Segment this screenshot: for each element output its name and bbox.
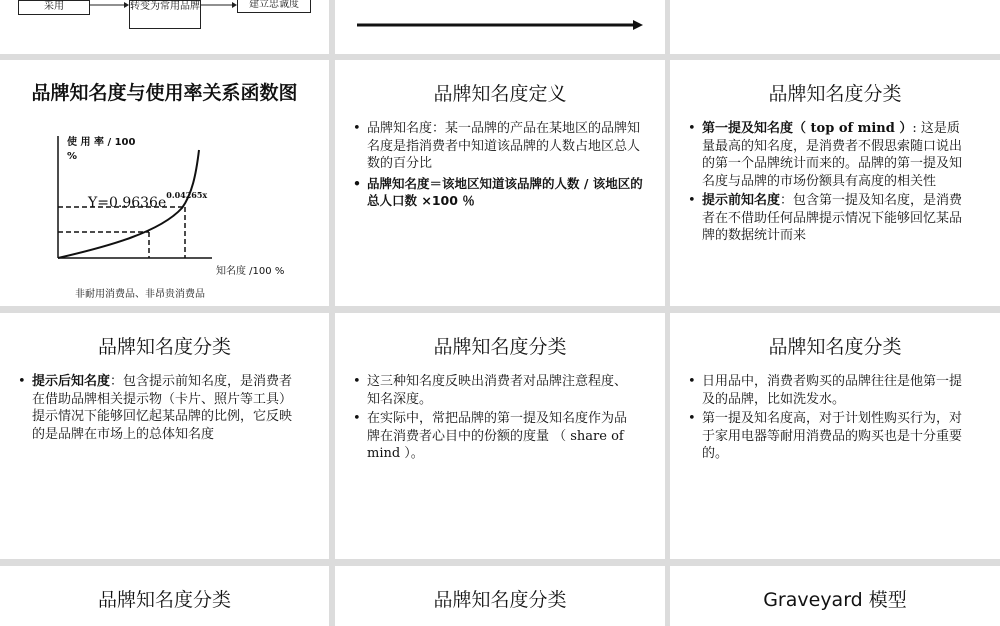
slide-title: 品牌知名度分类 (768, 83, 902, 105)
bullet-item: • 品牌知名度＝该地区知道该品牌的人数 / 该地区的总人口数 ×100 ％ (353, 175, 645, 210)
slide-title: 品牌知名度定义 (433, 83, 567, 105)
bullet-item (688, 120, 970, 190)
slide-title: 品牌知名度分类 (97, 589, 231, 611)
slide-5-awareness-definition[interactable] (335, 60, 665, 306)
slide-title: 品牌知名度分类 (768, 336, 902, 358)
formula-exponent: 0.04265x (166, 190, 208, 200)
term-description: ：包含第一提及知名度，是消费者在不借助任何品牌提示情况下能够回忆某品牌的数据统计而来 (702, 193, 963, 243)
formula-base: Y=0.9636e (88, 195, 167, 211)
slide-12-graveyard-model[interactable] (670, 566, 1000, 626)
slide-9-awareness-types[interactable] (670, 313, 1000, 559)
bullet-list (353, 373, 635, 465)
slide-10[interactable] (0, 566, 329, 626)
flow-box-regular-brand: 转变为常用品牌 (129, 0, 201, 29)
term-description: : 这是质量最高的知名度，是消费者不假思索随口说出的第一个品牌统计而来的。品牌的第一提及知名度与品牌的市场份额具有高度的相关性 (702, 121, 963, 189)
term-top-of-mind: 第一提及知名度（ top of mind ） (702, 121, 913, 136)
x-axis-label: 知名度 /100 % (216, 266, 285, 277)
bullet-item: • 这三种知名度反映出消费者对品牌注意程度、知名深度。 (353, 373, 635, 408)
flow-box-loyalty: 建立忠诚度 (237, 0, 311, 13)
slide-8-awareness-types[interactable] (335, 313, 665, 559)
slide-2[interactable] (335, 0, 665, 54)
slide-7-awareness-types[interactable] (0, 313, 329, 559)
term-unaided-awareness: 提示前知名度 (702, 193, 781, 208)
slide-3[interactable] (670, 0, 1000, 54)
bullet-list (18, 373, 300, 445)
slide-title: 品牌知名度分类 (433, 336, 567, 358)
bullet-item: • 品牌知名度：某一品牌的产品在某地区的品牌知名度是指消费者中知道该品牌的人数占地区总人数的百分比 (353, 120, 645, 173)
bullet-list (353, 120, 645, 212)
term-aided-awareness: 提示后知名度 (32, 374, 111, 389)
bullet-list (688, 373, 974, 465)
formula (88, 190, 207, 211)
bullet-item: • 在实际中，常把品牌的第一提及知名度作为品牌在消费者心目中的份额的度量 （ share of mind ）。 (353, 410, 635, 463)
long-arrow (335, 0, 665, 54)
slide-1[interactable] (0, 0, 329, 54)
bullet-item (18, 373, 300, 443)
chart-caption: 非耐用消费品、非昂贵消费品 (75, 289, 205, 300)
slide-title: 品牌知名度分类 (97, 336, 231, 358)
bullet-item: • 日用品中，消费者购买的品牌往往是他第一提及的品牌，比如洗发水。 (688, 373, 974, 408)
bullet-list (688, 120, 970, 247)
slide-4-awareness-usage-chart[interactable] (0, 60, 329, 306)
slide-title: Graveyard 模型 (763, 589, 907, 611)
slide-title: 品牌知名度与使用率关系函数图 (31, 82, 298, 104)
slide-title: 品牌知名度分类 (433, 589, 567, 611)
y-axis-label: 使 用 率 / 100 % (67, 137, 136, 162)
bullet-item: • 第一提及知名度高，对于计划性购买行为，对于家用电器等耐用消费品的购买也是十分重要的。 (688, 410, 974, 463)
slide-6-awareness-types[interactable] (670, 60, 1000, 306)
bullet-item (688, 192, 970, 245)
term-description: ：包含提示前知名度，是消费者在借助品牌相关提示物（卡片、照片等工具）提示情况下能够回忆起某品牌的比例，它反映的是品牌在市场上的总体知名度 (32, 374, 293, 442)
flow-box-adopt: 采用 (18, 0, 90, 15)
slide-11[interactable] (335, 566, 665, 626)
